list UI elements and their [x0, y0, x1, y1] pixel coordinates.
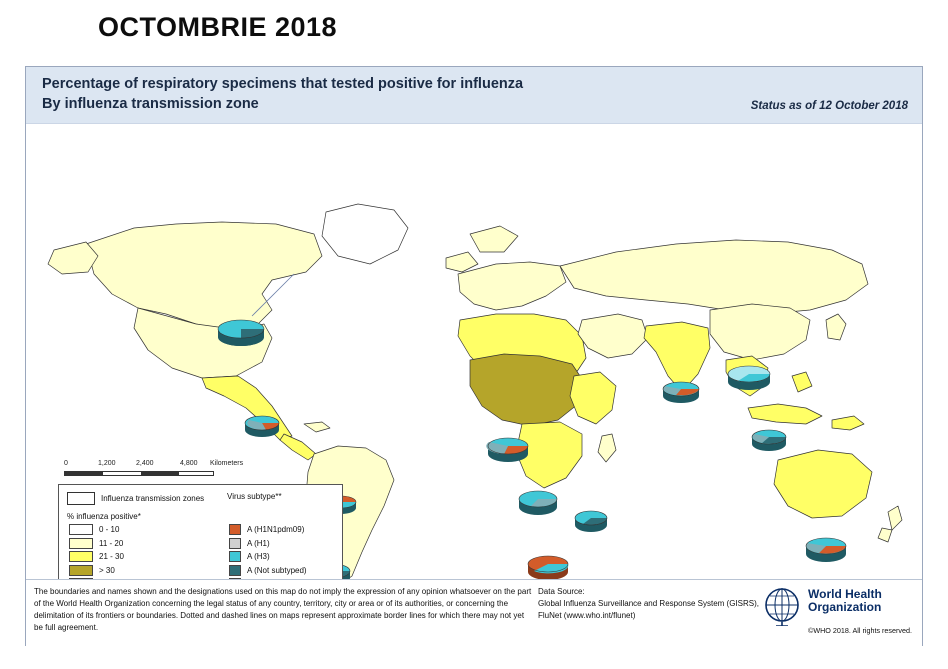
- legend-label-over-30: > 30: [99, 565, 115, 575]
- who-name: [808, 588, 882, 615]
- data-source-line1: Global Influenza Surveillance and Response System (GISRS),: [538, 599, 759, 608]
- legend-label-11-20: 11 - 20: [99, 538, 124, 548]
- region-west-middle-africa: [470, 354, 584, 426]
- region-central-america: [280, 434, 316, 460]
- legend-swatch-h1n1pdm09: [229, 524, 241, 535]
- pie-eastern-asia: [728, 366, 770, 390]
- who-emblem-icon: [762, 586, 804, 626]
- legend-subtype-list: [229, 524, 307, 579]
- map-legend: [58, 484, 343, 579]
- region-europe: [458, 262, 566, 310]
- region-philippines: [792, 372, 812, 392]
- status-date: Status as of 12 October 2018: [750, 100, 908, 112]
- pie-southern-asia: [663, 382, 699, 403]
- legend-swatch-21-30: [69, 551, 93, 562]
- legend-item: [69, 565, 163, 576]
- legend-item: [229, 551, 307, 562]
- scale-tick-4800: 4,800: [180, 460, 198, 467]
- legend-swatch-11-20: [69, 538, 93, 549]
- who-line2: Organization: [808, 600, 882, 615]
- map-disclaimer: The boundaries and names shown and the designations used on this map do not imply the expression of any opinion whatsoever on the part of the World Health Organization concerning the legal status of any country, territory, city or area or of its authorities, or concerning the delimitation of its frontiers or boundaries. Dotted and dashed lines on maps represent approximate border lines for which there may not yet be full agreement.: [34, 587, 532, 632]
- region-caribbean: [304, 422, 330, 432]
- legend-zone-label: Influenza transmission zones: [101, 494, 205, 503]
- scale-tick-1200: 1,200: [98, 460, 116, 467]
- legend-item: [229, 538, 307, 549]
- pie-eastern-africa: [575, 511, 607, 532]
- legend-item: [229, 524, 307, 535]
- legend-zone-row: [67, 492, 204, 505]
- legend-label-0-10: 0 - 10: [99, 525, 120, 534]
- region-new-zealand-south: [878, 528, 892, 542]
- pie-central-america: [245, 416, 279, 437]
- region-canada: [86, 222, 322, 330]
- figure-title-line1: Percentage of respiratory specimens that tested positive for influenza: [42, 76, 524, 92]
- legend-item: [69, 524, 163, 535]
- page-title: OCTOMBRIE 2018: [98, 12, 338, 42]
- region-japan: [826, 314, 846, 340]
- region-russia: [560, 240, 868, 314]
- legend-item: [69, 538, 163, 549]
- legend-zone-swatch: [67, 492, 95, 505]
- region-eastern-asia: [710, 304, 810, 360]
- scale-bar: [64, 460, 244, 482]
- region-british-isles: [446, 252, 478, 272]
- legend-swatch-over-30: [69, 565, 93, 576]
- scale-tick-2400: 2,400: [136, 460, 154, 467]
- region-greenland: [322, 204, 408, 264]
- region-madagascar: [598, 434, 616, 462]
- data-source: [538, 586, 793, 622]
- region-alaska: [48, 242, 98, 274]
- data-source-title: Data Source:: [538, 587, 585, 596]
- pie-oceania-australia: [806, 538, 846, 562]
- scale-units: Kilometers: [210, 460, 244, 467]
- legend-swatch-h3: [229, 551, 241, 562]
- legend-label-not-subtyped: A (Not subtyped): [247, 565, 307, 575]
- region-australia: [774, 450, 872, 518]
- region-new-zealand: [888, 506, 902, 530]
- world-map: [26, 124, 922, 579]
- legend-subtype-title: Virus subtype**: [227, 492, 282, 501]
- influenza-map-figure: [25, 66, 923, 646]
- pie-western-africa: [486, 438, 528, 462]
- region-middle-east: [578, 314, 648, 358]
- legend-percent-list: [69, 524, 163, 579]
- region-scandinavia: [470, 226, 518, 252]
- scale-tick-0: 0: [64, 460, 68, 467]
- legend-swatch-not-subtyped: [229, 565, 241, 576]
- figure-title-line2: By influenza transmission zone: [42, 96, 259, 112]
- who-line1: World Health: [808, 587, 882, 601]
- region-southern-asia: [644, 322, 710, 392]
- legend-swatch-0-10: [69, 524, 93, 535]
- figure-footer: [26, 579, 922, 646]
- legend-percent-title: % influenza positive*: [67, 512, 141, 521]
- pie-south-east-asia: [752, 430, 786, 451]
- who-copyright: ©WHO 2018. All rights reserved.: [808, 626, 912, 635]
- figure-header: [26, 67, 922, 124]
- legend-item: [229, 565, 307, 576]
- data-source-line2: FluNet (www.who.int/flunet): [538, 611, 636, 620]
- legend-item: [69, 551, 163, 562]
- region-eastern-africa: [570, 372, 616, 424]
- legend-label-h1: A (H1): [247, 538, 270, 548]
- scale-bar-line: [64, 471, 214, 476]
- who-logo: [762, 586, 912, 638]
- legend-label-h3: A (H3): [247, 552, 270, 561]
- legend-label-h1n1pdm09: A (H1N1pdm09): [247, 525, 305, 534]
- region-papua-new-guinea: [832, 416, 864, 430]
- pie-southern-africa: [528, 556, 568, 579]
- legend-label-21-30: 21 - 30: [99, 552, 124, 561]
- pie-north-america-canada: [218, 320, 264, 346]
- region-indonesia: [748, 404, 822, 424]
- pie-middle-africa: [519, 491, 557, 515]
- legend-swatch-h1: [229, 538, 241, 549]
